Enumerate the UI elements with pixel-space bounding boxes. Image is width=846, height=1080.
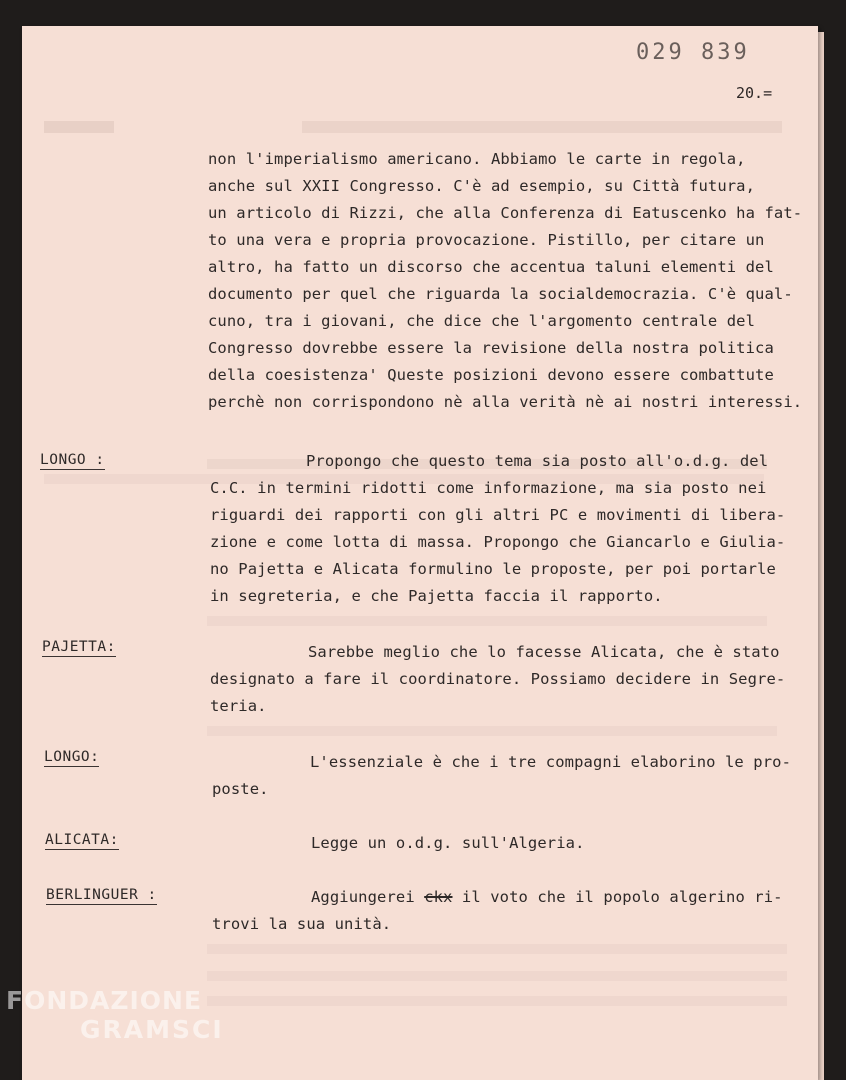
text-line: perchè non corrispondono nè alla verità nè ai nostri interessi. <box>208 393 803 411</box>
text-line: Propongo che questo tema sia posto all'o.d.g. del <box>306 452 769 470</box>
speaker-label-berlinguer: BERLINGUER : <box>46 887 157 903</box>
struck-word: ckx <box>424 888 453 906</box>
text-line: un articolo di Rizzi, che alla Conferenza di Eatuscenko ha fat- <box>208 204 803 222</box>
speaker-label-alicata: ALICATA: <box>45 832 119 848</box>
watermark-line: FONDAZIONE <box>6 986 203 1015</box>
text-line <box>311 888 783 906</box>
text-line: L'essenziale è che i tre compagni elaborino le pro- <box>310 753 792 771</box>
fondazione-gramsci-watermark <box>6 988 224 1042</box>
text-line: poste. <box>212 780 269 798</box>
text-fragment: Aggiungerei <box>311 888 415 906</box>
text-line: della coesistenza' Queste posizioni devono essere combattute <box>208 366 774 384</box>
watermark-line: GRAMSCI <box>80 1015 224 1044</box>
text-line: in segreteria, e che Pajetta faccia il rapporto. <box>210 587 663 605</box>
text-line: anche sul XXII Congresso. C'è ad esempio, su Città futura, <box>208 177 756 195</box>
speaker-label-pajetta: PAJETTA: <box>42 639 116 655</box>
text-line: riguardi dei rapporti con gli altri PC e movimenti di libera- <box>210 506 786 524</box>
archive-number-stamp: 029 839 <box>636 40 750 65</box>
speaker-label-longo: LONGO : <box>40 452 105 468</box>
text-line: trovi la sua unità. <box>212 915 392 933</box>
text-line: cuno, tra i giovani, che dice che l'argomento centrale del <box>208 312 756 330</box>
text-line: Legge un o.d.g. sull'Algeria. <box>311 834 585 852</box>
page-number: 20.= <box>736 84 773 102</box>
text-line: designato a fare il coordinatore. Possiamo decidere in Segre- <box>210 670 786 688</box>
speaker-label-longo: LONGO: <box>44 749 100 765</box>
text-line: Congresso dovrebbe essere la revisione della nostra politica <box>208 339 774 357</box>
text-line: altro, ha fatto un discorso che accentua taluni elementi del <box>208 258 774 276</box>
text-line: no Pajetta e Alicata formulino le proposte, per poi portarle <box>210 560 776 578</box>
text-line: teria. <box>210 697 267 715</box>
text-line: documento per quel che riguarda la socialdemocrazia. C'è qual- <box>208 285 793 303</box>
text-fragment: il voto che il popolo algerino ri- <box>461 888 783 906</box>
document-page <box>22 26 818 1080</box>
text-line: zione e come lotta di massa. Propongo che Giancarlo e Giulia- <box>210 533 786 551</box>
text-line: Sarebbe meglio che lo facesse Alicata, che è stato <box>308 643 780 661</box>
text-line: non l'imperialismo americano. Abbiamo le carte in regola, <box>208 150 746 168</box>
text-line: C.C. in termini ridotti come informazione, ma sia posto nei <box>210 479 767 497</box>
text-line: to una vera e propria provocazione. Pistillo, per citare un <box>208 231 765 249</box>
